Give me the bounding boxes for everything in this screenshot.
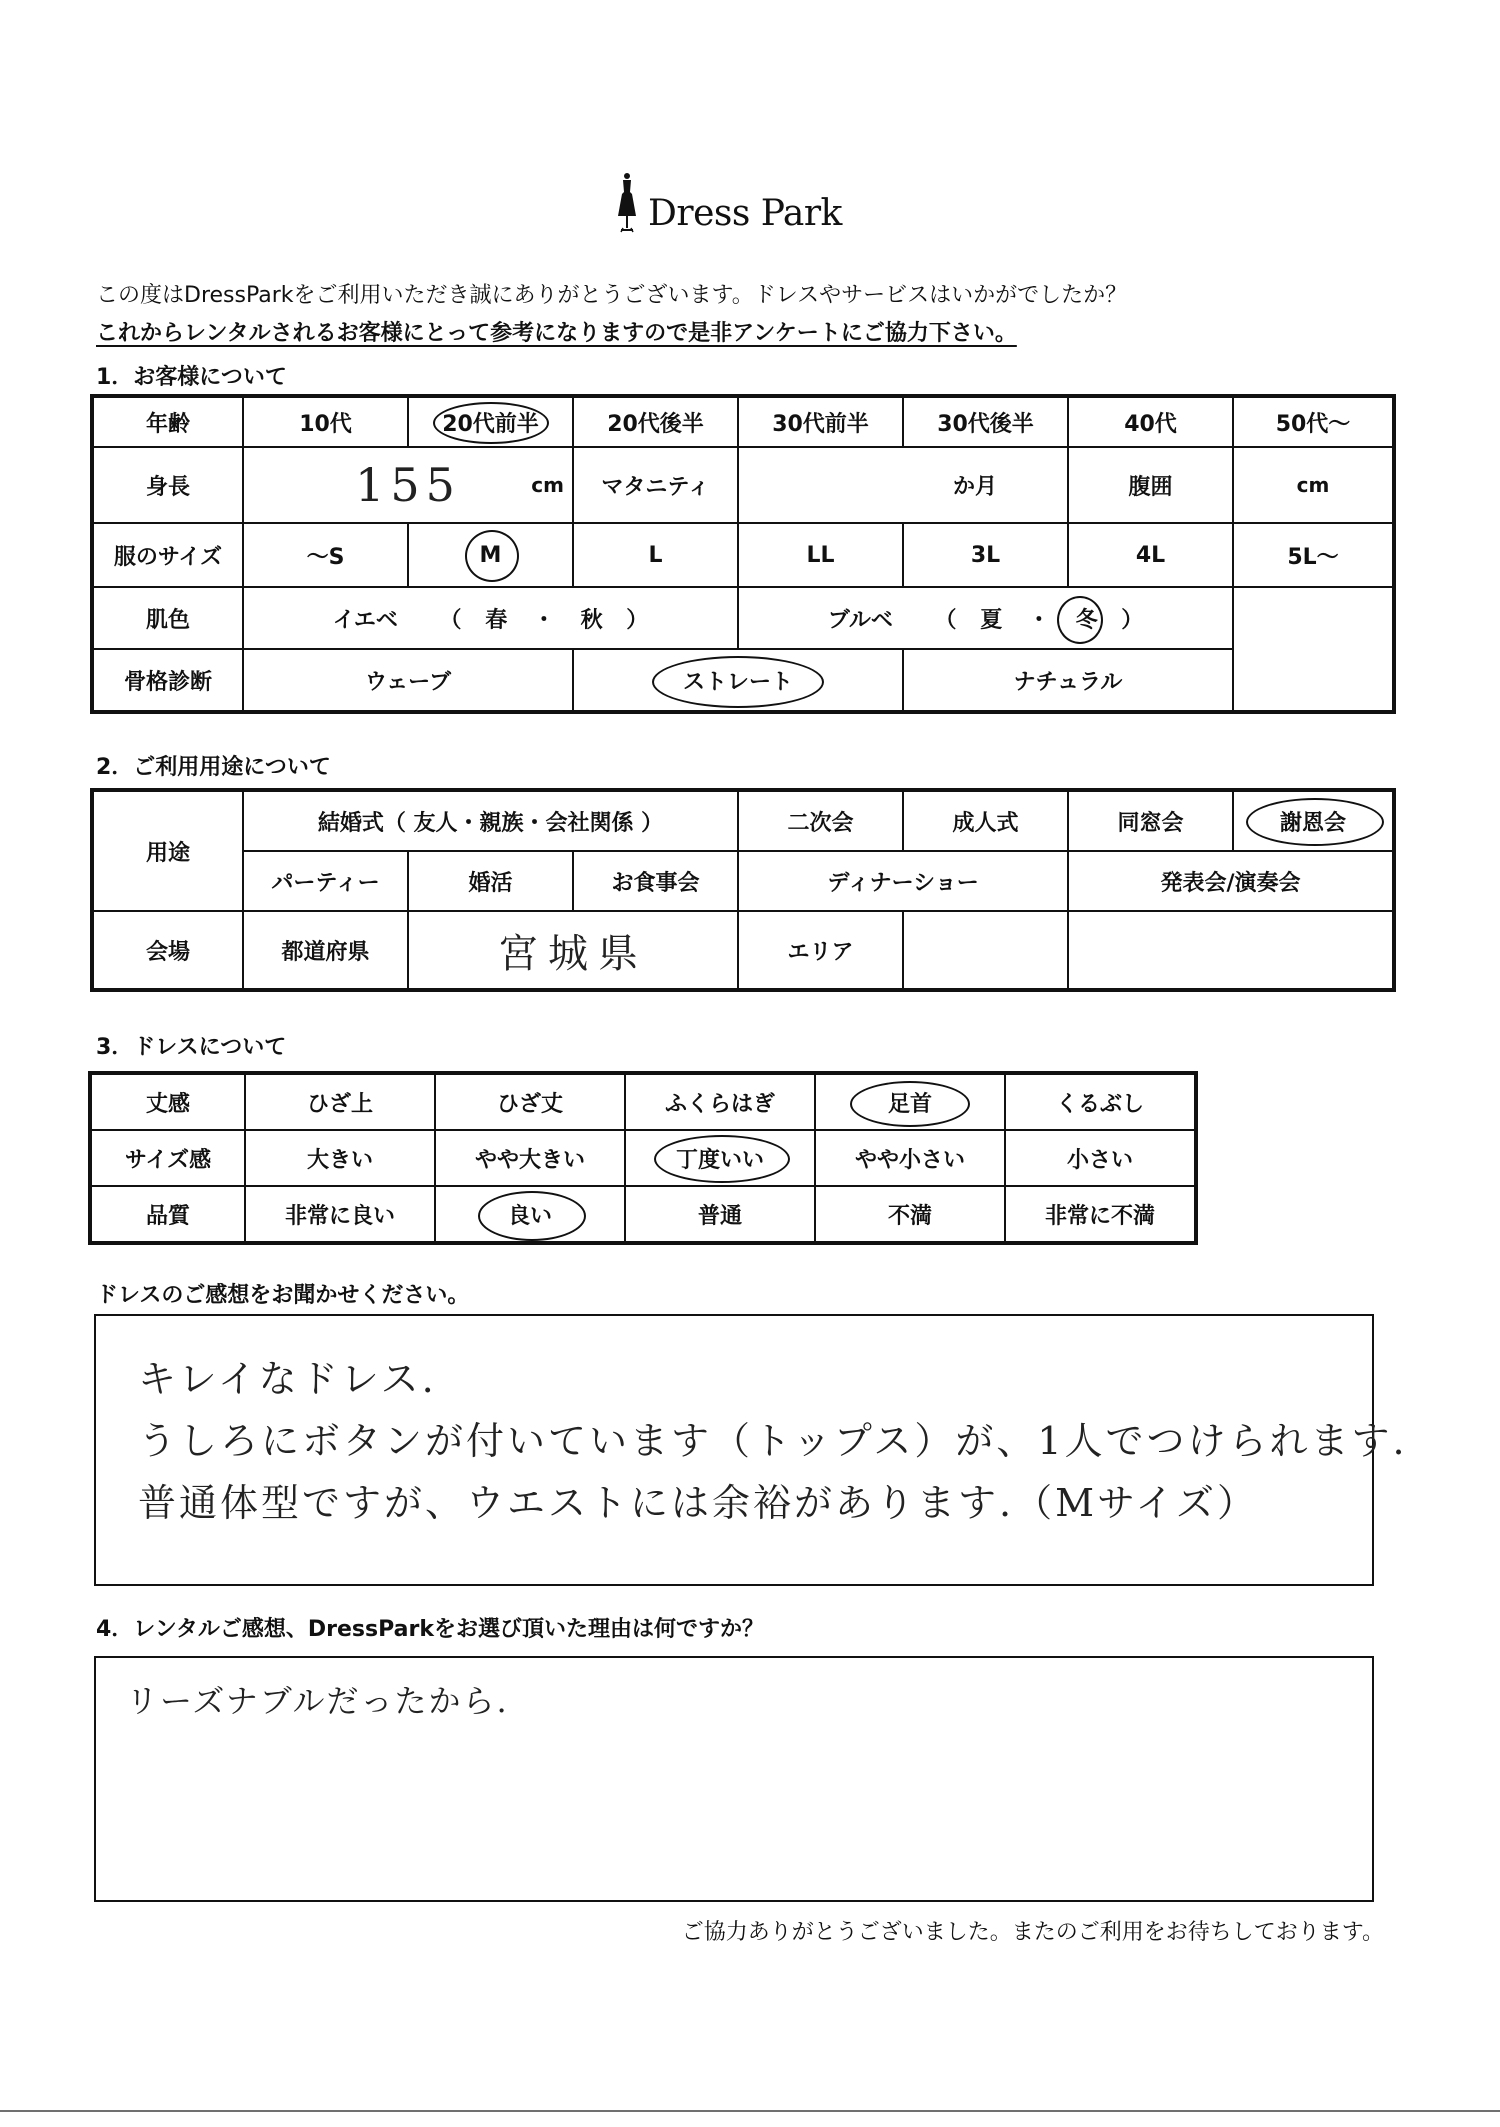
impression-prompt: ドレスのご感想をお聞かせください。 bbox=[96, 1283, 470, 1308]
age-row bbox=[93, 397, 1393, 447]
skin-yellow[interactable] bbox=[243, 587, 738, 649]
age-option[interactable]: 50代～ bbox=[1233, 397, 1393, 447]
purpose-option[interactable]: 結婚式（ 友人・親族・会社関係 ） bbox=[243, 791, 738, 851]
section4-heading: 4．レンタルご感想、DressParkをお選び頂いた理由は何ですか？ bbox=[96, 1617, 764, 1642]
fit-label: サイズ感 bbox=[91, 1130, 245, 1186]
age-option[interactable]: 30代後半 bbox=[903, 397, 1068, 447]
skin-option-winter[interactable]: 冬 bbox=[1075, 607, 1098, 633]
age-option[interactable]: 20代後半 bbox=[573, 397, 738, 447]
empty-cell bbox=[1068, 911, 1393, 989]
skin-option-summer[interactable]: 夏 bbox=[980, 607, 1003, 633]
section3-heading: 3．ドレスについて bbox=[96, 1035, 287, 1060]
waist-unit: cm bbox=[1296, 473, 1330, 497]
length-label: 丈感 bbox=[91, 1074, 245, 1130]
purpose-option[interactable]: お食事会 bbox=[573, 851, 738, 911]
usage-table bbox=[92, 790, 1394, 990]
scan-edge-line bbox=[0, 2110, 1500, 2112]
quality-option-label: 良い bbox=[507, 1203, 552, 1229]
waist-label: 腹囲 bbox=[1068, 447, 1233, 523]
fit-option-label: 丁度いい bbox=[675, 1147, 764, 1173]
logo-text: Dress Park bbox=[648, 193, 842, 234]
skin-label: 肌色 bbox=[93, 587, 243, 649]
request-line: これからレンタルされるお客様にとって参考になりますので是非アンケートにご協力下さい。 bbox=[96, 321, 1017, 346]
reason-box[interactable] bbox=[94, 1656, 1374, 1902]
section1-heading: 1．お客様について bbox=[96, 365, 287, 390]
maternity-field[interactable] bbox=[738, 447, 1068, 523]
age-label: 年齢 bbox=[93, 397, 243, 447]
size-label: 服のサイズ bbox=[93, 523, 243, 587]
paren-close: ） bbox=[1121, 607, 1144, 633]
purpose-option[interactable]: 二次会 bbox=[738, 791, 903, 851]
area-field[interactable] bbox=[903, 911, 1068, 989]
frame-label: 骨格診断 bbox=[93, 649, 243, 711]
frame-option-label: ストレート bbox=[682, 669, 793, 695]
purpose-option[interactable]: 婚活 bbox=[408, 851, 573, 911]
prefecture-field[interactable] bbox=[408, 911, 738, 989]
quality-option-selected[interactable] bbox=[435, 1186, 625, 1242]
waist-field[interactable] bbox=[1233, 447, 1393, 523]
size-option[interactable]: 3L bbox=[903, 523, 1068, 587]
paren-open: （ bbox=[439, 607, 462, 633]
fit-option[interactable]: 小さい bbox=[1005, 1130, 1195, 1186]
dress-silhouette-icon bbox=[614, 172, 640, 234]
fit-option-selected[interactable] bbox=[625, 1130, 815, 1186]
venue-label: 会場 bbox=[93, 911, 243, 989]
purpose-option[interactable]: 発表会/演奏会 bbox=[1068, 851, 1393, 911]
frame-option[interactable]: ウェーブ bbox=[243, 649, 573, 711]
age-option[interactable]: 30代前半 bbox=[738, 397, 903, 447]
purpose-option-label: 謝恩会 bbox=[1280, 810, 1347, 836]
size-option[interactable]: ～S bbox=[243, 523, 408, 587]
maternity-label: マタニティ bbox=[573, 447, 738, 523]
length-option[interactable]: ふくらはぎ bbox=[625, 1074, 815, 1130]
impression-line: うしろにボタンが付いています（トップス）が、1人でつけられます. bbox=[138, 1419, 1408, 1463]
skin-option-spring[interactable]: 春 bbox=[485, 607, 508, 633]
size-option[interactable]: 4L bbox=[1068, 523, 1233, 587]
height-row bbox=[93, 447, 1393, 523]
impression-line: 普通体型ですが、ウエストには余裕があります.（Mサイズ） bbox=[138, 1481, 1258, 1525]
height-field[interactable] bbox=[243, 447, 573, 523]
length-option[interactable]: ひざ丈 bbox=[435, 1074, 625, 1130]
venue-row bbox=[93, 911, 1393, 989]
frame-option-selected[interactable] bbox=[573, 649, 903, 711]
paren-open: （ bbox=[934, 607, 957, 633]
quality-option[interactable]: 普通 bbox=[625, 1186, 815, 1242]
fit-row bbox=[91, 1130, 1195, 1186]
height-unit: cm bbox=[531, 473, 564, 497]
quality-row bbox=[91, 1186, 1195, 1242]
length-option[interactable]: くるぶし bbox=[1005, 1074, 1195, 1130]
intro-line: この度はDressParkをご利用いただき誠にありがとうございます。ドレスやサービスはいかがでしたか？ bbox=[96, 283, 1128, 308]
impression-box[interactable] bbox=[94, 1314, 1408, 1586]
separator-dot: ・ bbox=[1027, 607, 1050, 633]
usage-row-2 bbox=[93, 851, 1393, 911]
maternity-unit: か月 bbox=[952, 474, 997, 500]
quality-option[interactable]: 不満 bbox=[815, 1186, 1005, 1242]
frame-row bbox=[93, 649, 1393, 711]
height-label: 身長 bbox=[93, 447, 243, 523]
skin-blue[interactable] bbox=[738, 587, 1233, 649]
area-label: エリア bbox=[738, 911, 903, 989]
purpose-option[interactable]: ディナーショー bbox=[738, 851, 1068, 911]
frame-option[interactable]: ナチュラル bbox=[903, 649, 1233, 711]
prefecture-value: 宮城県 bbox=[498, 930, 649, 977]
quality-label: 品質 bbox=[91, 1186, 245, 1242]
skin-option-autumn[interactable]: 秋 bbox=[580, 607, 603, 633]
size-option-label: M bbox=[479, 542, 502, 568]
reason-answer: リーズナブルだったから. bbox=[126, 1682, 509, 1720]
purpose-label: 用途 bbox=[93, 791, 243, 911]
length-option-selected[interactable] bbox=[815, 1074, 1005, 1130]
size-option[interactable]: L bbox=[573, 523, 738, 587]
length-option[interactable]: ひざ上 bbox=[245, 1074, 435, 1130]
fit-option[interactable]: 大きい bbox=[245, 1130, 435, 1186]
fit-option[interactable]: やや大きい bbox=[435, 1130, 625, 1186]
length-option-label: 足首 bbox=[887, 1091, 932, 1117]
purpose-option[interactable]: パーティー bbox=[243, 851, 408, 911]
purpose-option[interactable]: 成人式 bbox=[903, 791, 1068, 851]
age-option-label: 20代前半 bbox=[442, 411, 539, 437]
purpose-option[interactable]: 同窓会 bbox=[1068, 791, 1233, 851]
impression-line: キレイなドレス. bbox=[138, 1357, 437, 1401]
quality-option[interactable]: 非常に良い bbox=[245, 1186, 435, 1242]
dress-table bbox=[90, 1073, 1196, 1243]
skin-blue-name: ブルベ bbox=[827, 607, 893, 633]
length-row bbox=[91, 1074, 1195, 1130]
empty-cell bbox=[1233, 587, 1393, 649]
size-option[interactable]: LL bbox=[738, 523, 903, 587]
empty-cell bbox=[1233, 649, 1393, 711]
section2-heading: 2．ご利用用途について bbox=[96, 755, 331, 780]
customer-table bbox=[92, 396, 1394, 712]
skin-yellow-name: イエベ bbox=[332, 607, 398, 633]
thanks-message: ご協力ありがとうございました。またのご利用をお待ちしております。 bbox=[681, 1920, 1384, 1945]
paren-close: ） bbox=[626, 607, 649, 633]
age-option[interactable]: 10代 bbox=[243, 397, 408, 447]
size-option[interactable]: 5L～ bbox=[1233, 523, 1393, 587]
dresspark-logo bbox=[614, 172, 842, 234]
height-value: 155 bbox=[355, 458, 461, 512]
age-option[interactable]: 40代 bbox=[1068, 397, 1233, 447]
size-row bbox=[93, 523, 1393, 587]
usage-row-1 bbox=[93, 791, 1393, 851]
size-option-selected[interactable] bbox=[408, 523, 573, 587]
prefecture-label: 都道府県 bbox=[243, 911, 408, 989]
purpose-option-selected[interactable] bbox=[1233, 791, 1393, 851]
age-option-selected[interactable] bbox=[408, 397, 573, 447]
fit-option[interactable]: やや小さい bbox=[815, 1130, 1005, 1186]
quality-option[interactable]: 非常に不満 bbox=[1005, 1186, 1195, 1242]
separator-dot: ・ bbox=[532, 607, 555, 633]
skin-row bbox=[93, 587, 1393, 649]
